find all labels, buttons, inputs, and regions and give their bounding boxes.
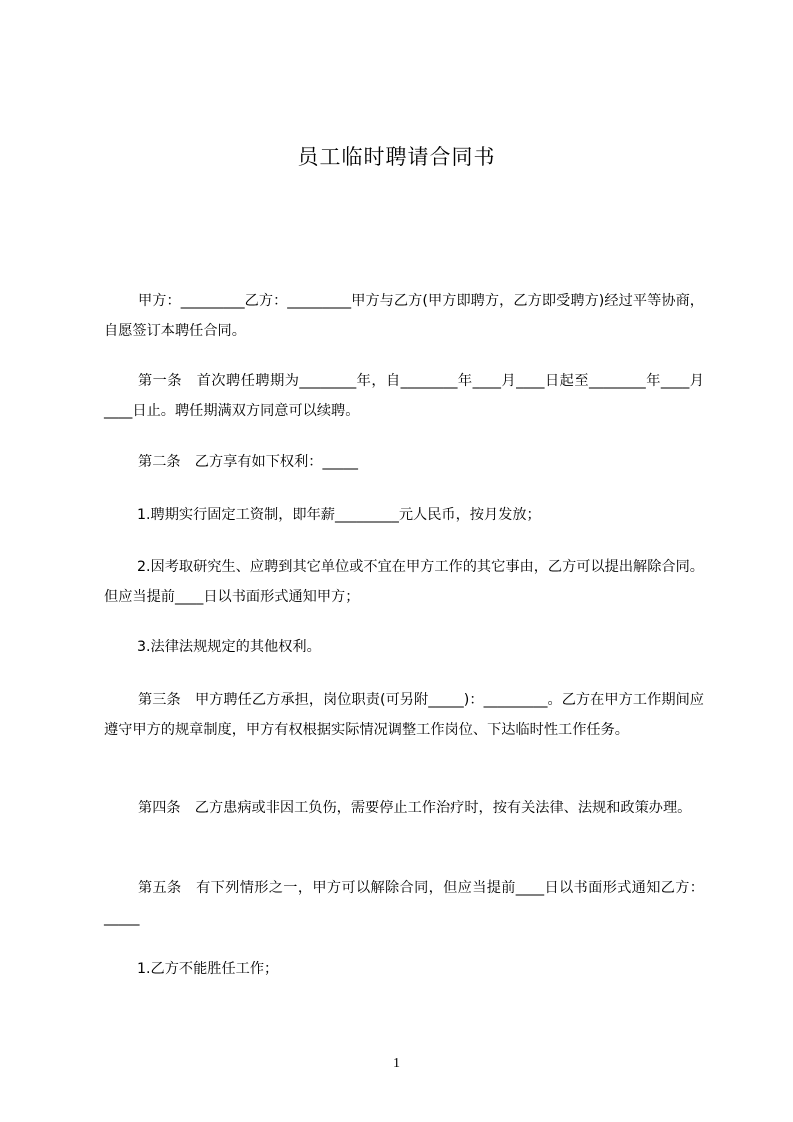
paragraph-article-2-item-3: 3.法律法规规定的其他权利。 — [137, 639, 321, 655]
paragraph-parties: 甲方：_________乙方：_________甲方与乙方(甲方即聘方，乙方即受聘方)经过平等协商，自愿签订本聘任合同。 — [104, 293, 704, 339]
paragraph-article-1: 第一条 首次聘任聘期为________年，自________年____月____日起至________年____月____日止。聘任期满双方同意可以续聘。 — [104, 373, 704, 419]
paragraph-article-5-item-1: 1.乙方不能胜任工作； — [137, 961, 279, 977]
document-title: 员工临时聘请合同书 — [297, 145, 496, 169]
page-number: 1 — [393, 1056, 400, 1071]
paragraph-article-4: 第四条 乙方患病或非因工负伤，需要停止工作治疗时，按有关法律、法规和政策办理。 — [138, 800, 692, 816]
paragraph-article-5: 第五条 有下列情形之一，甲方可以解除合同，但应当提前____日以书面形式通知乙方：_____ — [104, 880, 704, 926]
paragraph-article-2-item-2: 2.因考取研究生、应聘到其它单位或不宜在甲方工作的其它事由，乙方可以提出解除合同。但应当提前____日以书面形式通知甲方； — [104, 559, 704, 605]
paragraph-article-2-item-1: 1.聘期实行固定工资制，即年薪_________元人民币，按月发放； — [137, 507, 541, 523]
paragraph-article-2: 第二条 乙方享有如下权利：_____ — [138, 454, 358, 470]
paragraph-article-3: 第三条 甲方聘任乙方承担，岗位职责(可另附_____)：_________。乙方在甲方工作期间应遵守甲方的规章制度，甲方有权根据实际情况调整工作岗位、下达临时性工作任务。 — [104, 692, 704, 738]
